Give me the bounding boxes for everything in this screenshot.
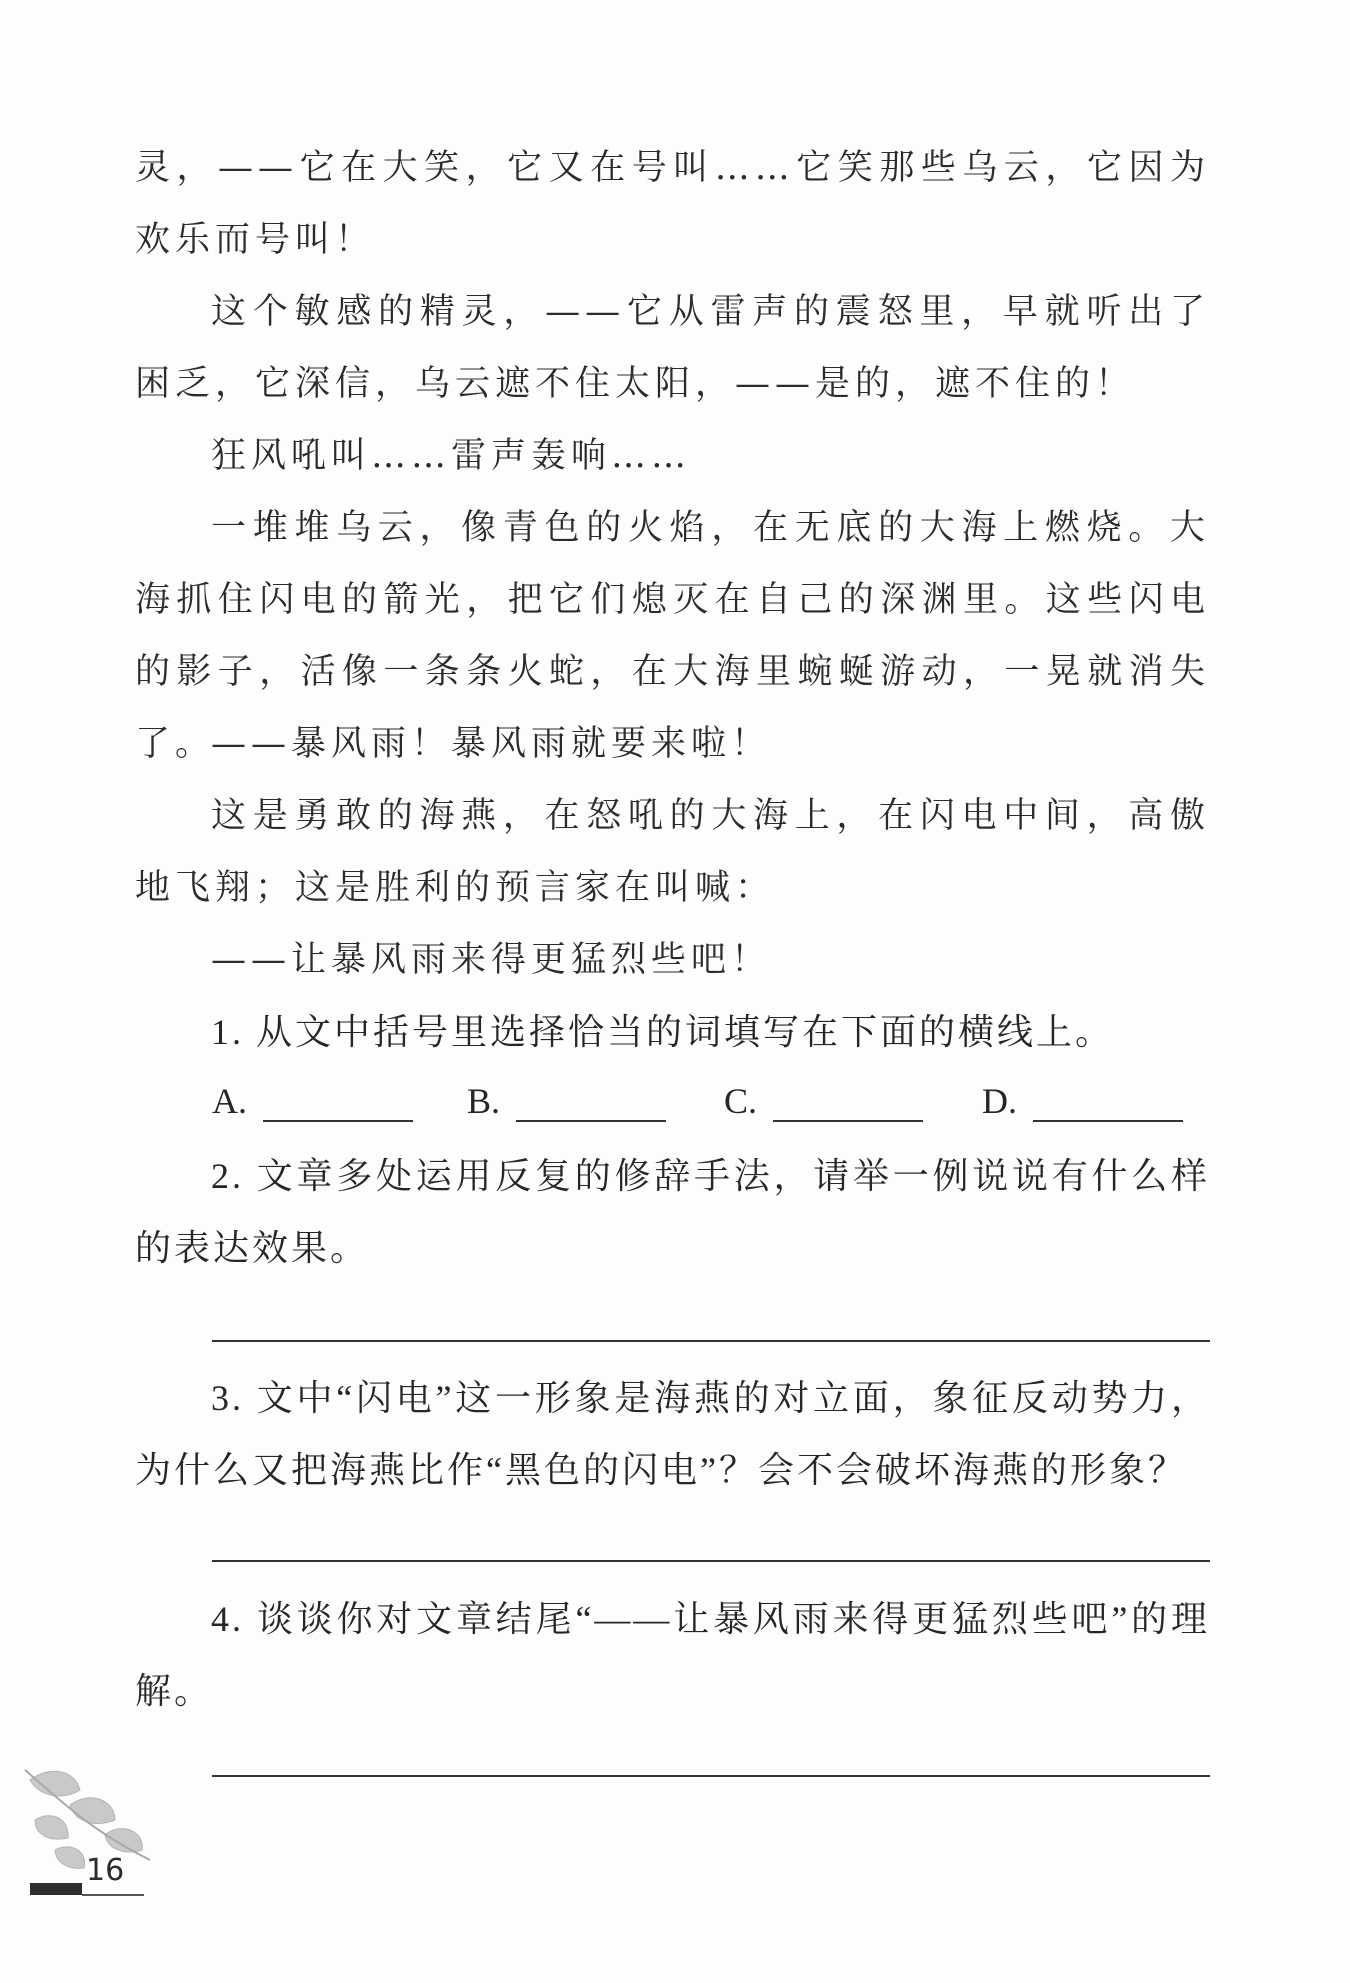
option-c-label: C. [724,1081,758,1121]
passage-paragraph-5: ——暴风雨！暴风雨就要来啦！ [211,724,772,764]
question-4: 4. 谈谈你对文章结尾“——让暴风雨来得更猛烈些吧”的理解。 [135,1599,1210,1711]
passage-paragraph-2: 这个敏感的精灵，——它从雷声的震怒里，早就听出了困乏，它深信，乌云遮不住太阳，——是的，遮不住的！ [135,292,1210,404]
passage-paragraph-6: 这是勇敢的海燕，在怒吼的大海上，在闪电中间，高傲地飞翔；这是胜利的预言家在叫喊： [135,796,1210,908]
option-c-blank[interactable] [773,1080,923,1122]
option-a [212,1080,413,1122]
option-d-blank[interactable] [1033,1080,1183,1122]
option-d-label: D. [982,1081,1017,1121]
option-a-blank[interactable] [263,1080,413,1122]
question-1: 1. 从文中括号里选择恰当的词填写在下面的横线上。 [211,1012,1115,1052]
question-4-answer-line[interactable] [212,1775,1210,1777]
option-b [467,1080,666,1122]
question-1-options [212,1080,1212,1130]
question-3-answer-line[interactable] [212,1560,1210,1562]
question-2: 2. 文章多处运用反复的修辞手法，请举一例说说有什么样的表达效果。 [135,1156,1210,1268]
passage-paragraph-1: 灵，——它在大笑，它又在号叫……它笑那些乌云，它因为欢乐而号叫！ [135,148,1210,260]
page-number: 16 [86,1853,125,1888]
option-c [724,1080,923,1122]
footer-bar [30,1883,82,1895]
passage-paragraph-3: 狂风吼叫……雷声轰响…… [211,436,692,476]
question-2-answer-line[interactable] [212,1340,1210,1342]
option-a-label: A. [212,1081,247,1121]
passage-paragraph-4: 一堆堆乌云，像青色的火焰，在无底的大海上燃烧。大海抓住闪电的箭光，把它们熄灭在自己的深渊里。这些闪电的影子，活像一条条火蛇，在大海里蜿蜒游动，一晃就消失了。 [135,508,1210,764]
question-3: 3. 文中“闪电”这一形象是海燕的对立面，象征反动势力，为什么又把海燕比作“黑色的闪电”？会不会破坏海燕的形象？ [135,1378,1210,1490]
option-b-blank[interactable] [516,1080,666,1122]
footer-rule [82,1894,144,1896]
option-d [982,1080,1183,1122]
option-b-label: B. [467,1081,501,1121]
passage-paragraph-7: ——让暴风雨来得更猛烈些吧！ [211,940,772,980]
